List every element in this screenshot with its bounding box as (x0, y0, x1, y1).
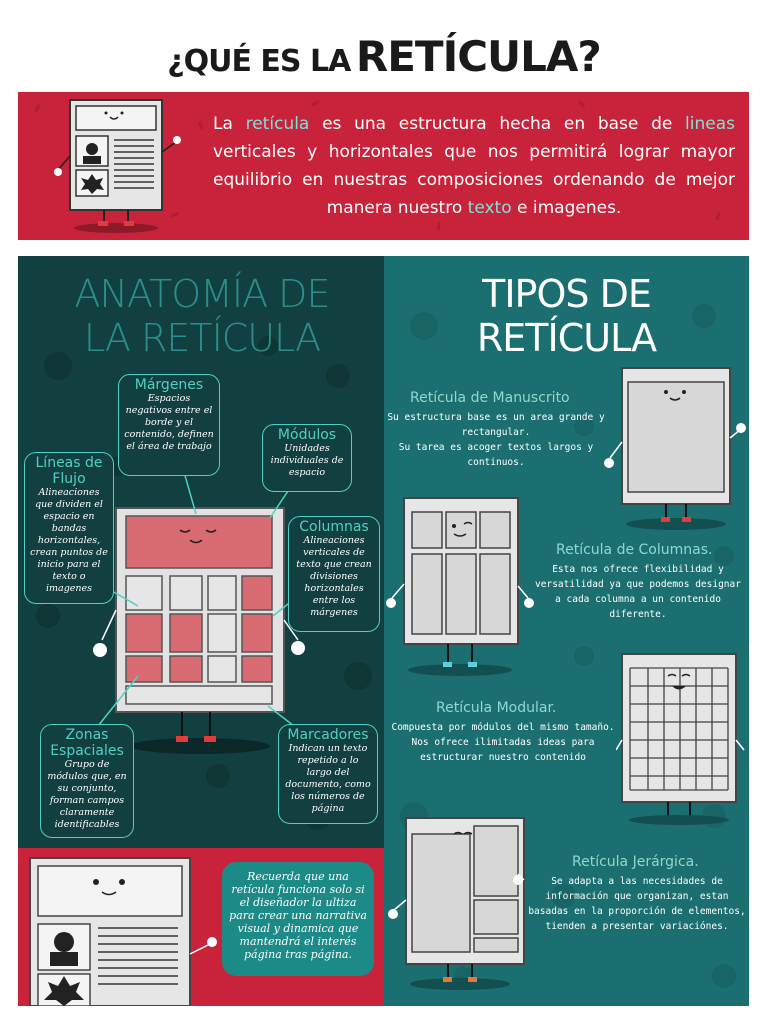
manuscrito-desc-1: Su estructura base es un area grande y rectangular. (387, 412, 605, 438)
margenes-desc: Espacios negativos entre el borde y el contenido, definen el área de trabajo (124, 393, 214, 452)
columnas-type-title: Retícula de Columnas. (556, 542, 713, 558)
modular-desc: Compuesta por módulos del mismo tamaño. Nos ofrece ilimitadas ideas para estructurar nuestro contenido (391, 722, 615, 763)
tipos-heading (384, 272, 749, 360)
jerarquica-title: Retícula Jerárgica. (572, 854, 699, 870)
margenes-bubble (118, 374, 220, 476)
lineas-flujo-desc: Alineaciones que dividen el espacio en bandas horizontales, crean puntos de inicio para el texto o imagenes (30, 487, 108, 594)
columnas-character (386, 494, 536, 678)
manuscrito-desc-2: Su tarea es acoger textos largos y continuos. (398, 442, 594, 468)
manuscrito-character (600, 362, 748, 532)
marcadores-desc: Indican un texto repetido a lo largo del documento, como los números de página (285, 743, 371, 814)
title-part1: ¿QUÉ ES LA (167, 44, 351, 79)
intro-word: verticales y horizontales que nos permitirá lograr mayor equilibrio en nuestras composiciones ordenando de mejor manera nuestro (213, 142, 735, 218)
modulos-bubble (262, 424, 352, 492)
columnas-desc: Alineaciones verticales de texto que crean divisiones horizontales entre los márgenes (296, 535, 372, 618)
intro-highlight-texto: texto (467, 198, 512, 218)
anatomia-heading-line2: LA RETÍCULA (83, 316, 321, 360)
lineas-flujo-title: Líneas de Flujo (35, 455, 103, 487)
zonas-espaciales-bubble (40, 724, 134, 838)
modulos-desc: Unidades individuales de espacio (270, 443, 344, 478)
intro-word: es una estructura hecha en base de (322, 114, 673, 134)
modular-title: Retícula Modular. (436, 700, 557, 716)
zonas-espaciales-desc: Grupo de módulos que, en su conjunto, forman campos claramente identificables (47, 759, 127, 830)
tipos-heading-line2: RETÍCULA (476, 316, 657, 360)
columnas-title: Columnas (299, 519, 369, 535)
intro-highlight-reticula: retícula (245, 114, 310, 134)
reminder-character (18, 848, 218, 1006)
intro-word: La (213, 114, 233, 134)
intro-banner (18, 92, 749, 240)
page-title (0, 32, 768, 81)
manuscrito-title: Retícula de Manuscrito (410, 390, 570, 406)
zonas-espaciales-title: Zonas Espaciales (50, 727, 124, 759)
lineas-flujo-bubble (24, 452, 114, 604)
modulos-title: Módulos (277, 427, 337, 443)
manuscrito-desc (386, 410, 606, 470)
jerarquica-desc: Se adapta a las necesidades de información que organizan, estan basadas en la proporción de elementos, tienden a presentar variaciónes. (528, 876, 746, 932)
marcadores-title: Marcadores (287, 727, 369, 743)
intro-highlight-lineas: lineas (685, 114, 736, 134)
reminder-note: Recuerda que una retícula funciona solo si el diseñador la ultiza para crear una narrativa visual y dinamica que mantendrá el interés página tras página. (222, 862, 374, 976)
intro-text (213, 110, 735, 222)
columnas-bubble (288, 516, 380, 632)
margenes-title: Márgenes (134, 377, 204, 393)
anatomia-heading-line1: ANATOMÍA DE (74, 272, 330, 316)
grid-character-icon (54, 96, 184, 236)
columnas-type-desc: Esta nos ofrece flexibilidad y versatilidad ya que podemos designar a cada columna a un contenido diferente. (535, 564, 741, 620)
tipos-heading-line1: TIPOS DE (482, 272, 651, 316)
jerarquica-character (386, 814, 536, 994)
title-part2: RETÍCULA? (355, 32, 601, 81)
intro-word: e imagenes. (517, 198, 622, 218)
modular-character (616, 650, 746, 826)
marcadores-bubble (278, 724, 378, 824)
